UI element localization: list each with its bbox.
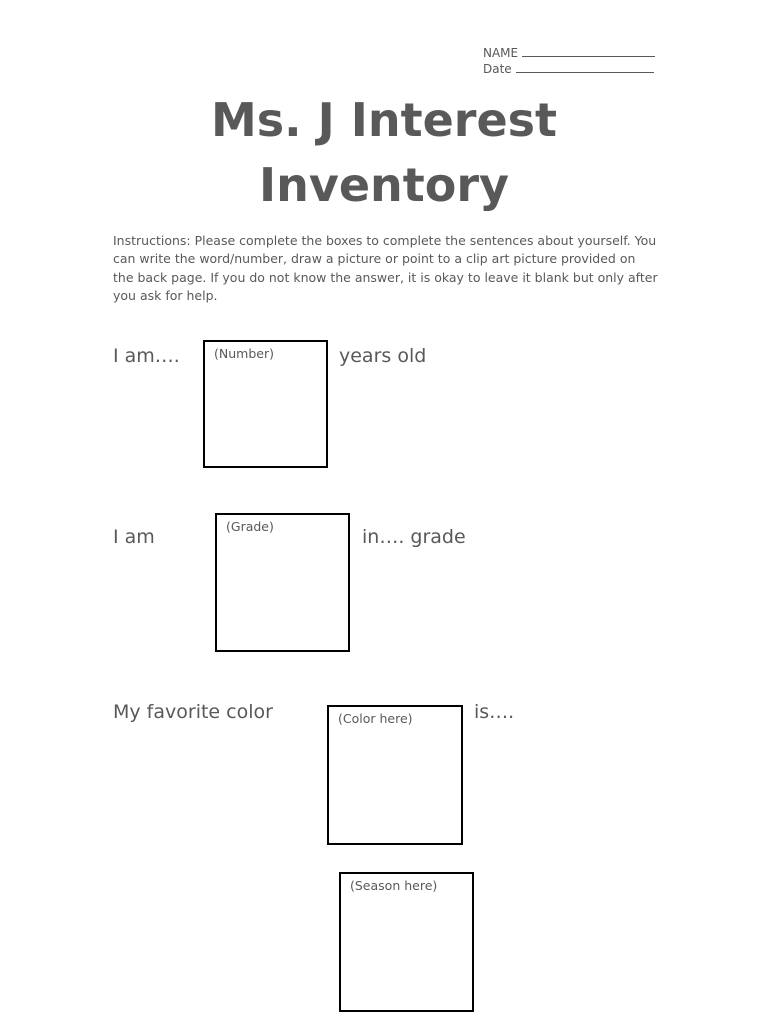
name-field[interactable] (483, 46, 655, 60)
grade-prompt-before: I am (113, 526, 155, 548)
color-prompt-before: My favorite color (113, 701, 273, 723)
name-label: NAME (483, 46, 519, 60)
date-blank-line[interactable] (516, 62, 654, 73)
age-prompt-before: I am…. (113, 345, 180, 367)
grade-answer-box[interactable] (215, 513, 350, 652)
age-box-hint: (Number) (214, 346, 274, 361)
name-blank-line[interactable] (522, 46, 655, 57)
grade-prompt-after: in…. grade (362, 526, 466, 548)
age-answer-box[interactable] (203, 340, 328, 468)
instructions-text: Instructions: Please complete the boxes to complete the sentences about yourself. You can write the word/number, draw a picture or point to a clip art picture provided on the back page. If you do not know the answer, it is okay to leave it blank but only after you ask for help. (113, 233, 658, 303)
color-prompt-after: is…. (474, 701, 515, 723)
age-prompt-after: years old (339, 345, 427, 367)
grade-box-hint: (Grade) (226, 519, 274, 534)
season-answer-box[interactable] (339, 872, 474, 1012)
season-box-hint: (Season here) (350, 878, 438, 893)
page-title-line-1: Ms. J Interest (210, 93, 558, 147)
date-field[interactable] (483, 62, 654, 76)
page-title-line-2: Inventory (258, 158, 510, 212)
color-box-hint: (Color here) (338, 711, 413, 726)
color-answer-box[interactable] (327, 705, 463, 845)
date-label: Date (483, 62, 512, 76)
